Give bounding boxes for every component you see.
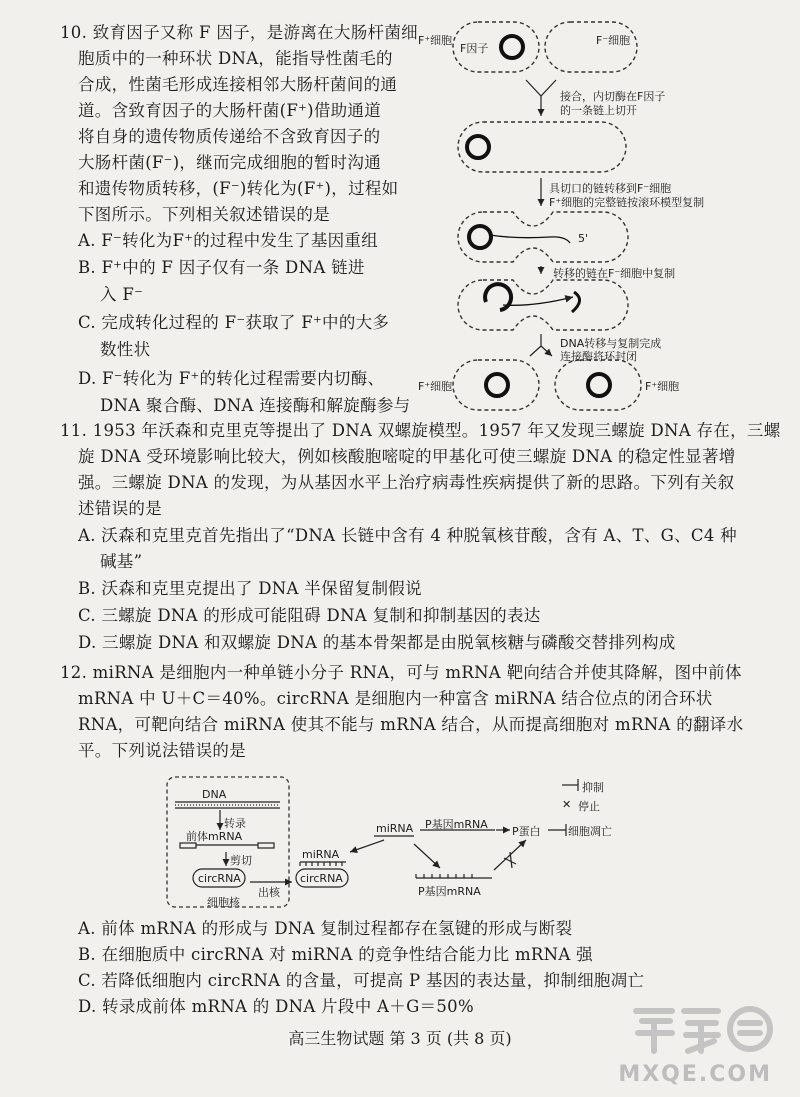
- conjugating-cells-3: [458, 212, 628, 262]
- label-f-plus-cell: F⁺细胞: [418, 34, 453, 47]
- label-final-left: F⁺细胞: [418, 380, 453, 393]
- q10-option-c-cont: 数性状: [100, 340, 151, 359]
- legend-inhibit: 抑制: [582, 781, 604, 794]
- step4-text: 连接酶将环封闭: [560, 350, 637, 363]
- q11-option-a[interactable]: A. 沃森和克里克首先指出了“DNA 长链中含有 4 种脱氧核苷酸，含有 A、T、G、C4 种: [78, 526, 737, 545]
- q11-option-d[interactable]: D. 三螺旋 DNA 和双螺旋 DNA 的基本骨架都是由脱氧核糖与磷酸交替排列构成: [78, 633, 676, 652]
- q12-stem-line: RNA，可靶向结合 miRNA 使其不能与 mRNA 结合，从而提高细胞对 mRNA 的翻译水: [78, 715, 744, 734]
- p-gene-mrna-bottom-label: P基因mRNA: [418, 885, 481, 898]
- transcription-label: 转录: [224, 817, 246, 830]
- watermark-logo: [626, 999, 776, 1057]
- legend-stop-icon: ✕: [562, 798, 572, 811]
- q10-option-c[interactable]: C. 完成转化过程的 F⁻获取了 F⁺中的大多: [78, 313, 390, 332]
- p-gene-mrna-top-label: P基因mRNA: [425, 818, 488, 831]
- q10-option-d-cont: DNA 聚合酶、DNA 连接酶和解旋酶参与: [100, 396, 411, 415]
- export-label: 出核: [258, 886, 280, 899]
- q12-option-a[interactable]: A. 前体 mRNA 的形成与 DNA 复制过程都存在氢键的形成与断裂: [78, 919, 573, 938]
- apoptosis-label: 细胞凋亡: [568, 825, 612, 838]
- label-f-factor: F因子: [460, 42, 489, 55]
- q10-stem-line: 和遗传物质转移，(F⁻)转化为(F⁺)，过程如: [78, 179, 399, 198]
- q10-option-b-cont: 入 F⁻: [100, 285, 144, 304]
- step1-text: 的一条链上切开: [560, 104, 637, 117]
- pre-mrna-label: 前体mRNA: [186, 830, 243, 843]
- step3-text: 转移的链在F⁻细胞中复制: [553, 267, 676, 280]
- q11-stem-line: 11. 1953 年沃森和克里克等提出了 DNA 双螺旋模型。1957 年又发现三螺旋 DNA 存在，三螺: [60, 421, 781, 440]
- q10-stem-line: 10. 致育因子又称 F 因子，是游离在大肠杆菌细: [60, 23, 418, 42]
- watermark-site: MXQE.COM: [618, 1062, 772, 1087]
- q10-stem-line: 大肠杆菌(F⁻)，继而完成细胞的暂时沟通: [78, 153, 382, 172]
- dna-label: DNA: [202, 788, 227, 801]
- q10-option-d[interactable]: D. F⁻转化为 F⁺的转化过程需要内切酶、: [78, 369, 385, 388]
- mirna-bound-label: miRNA: [302, 848, 340, 861]
- f-plus-cell-final-left: [453, 360, 539, 410]
- p-protein-label: P蛋白: [512, 825, 541, 838]
- mirna-free-label: miRNA: [376, 822, 414, 835]
- q10-option-b[interactable]: B. F⁺中的 F 因子仅有一条 DNA 链进: [78, 258, 365, 277]
- page-footer: 高三生物试题 第 3 页 (共 8 页): [288, 1029, 512, 1048]
- f-plus-cell-final-right: [555, 360, 641, 410]
- q10-stem-line: 合成，性菌毛形成连接相邻大肠杆菌间的通: [78, 75, 398, 94]
- q11-stem-line: 述错误的是: [78, 499, 162, 518]
- q12-stem-line: 平。下列说法错误的是: [78, 741, 246, 760]
- q10-stem-line: 下图所示。下列相关叙述错误的是: [78, 205, 330, 224]
- q12-stem-line: 12. miRNA 是细胞内一种单链小分子 RNA，可与 mRNA 靶向结合并使其降解，图中前体: [60, 663, 742, 682]
- q10-stem-line: 胞质中的一种环状 DNA，能指导性菌毛的: [78, 49, 393, 68]
- q11-option-a-cont: 碱基”: [100, 552, 143, 571]
- step4-text: DNA转移与复制完成: [560, 337, 662, 350]
- step2-text: 具切口的链转移到F⁻细胞: [549, 182, 672, 195]
- splice-label: 剪切: [230, 854, 252, 867]
- conjugating-cells-4: [458, 280, 628, 330]
- conjugating-cells-2: [458, 122, 626, 172]
- circrna-cytoplasm-label: circRNA: [300, 872, 343, 885]
- label-f-minus-cell: F⁻细胞: [596, 34, 631, 47]
- step2-text: F⁺细胞的完整链按滚环模型复制: [549, 196, 705, 209]
- q12-option-c[interactable]: C. 若降低细胞内 circRNA 的含量，可提高 P 基因的表达量，抑制细胞凋亡: [78, 971, 645, 990]
- q10-stem-line: 将自身的遗传物质传递给不含致育因子的: [78, 127, 381, 146]
- circrna-nucleus-label: circRNA: [198, 872, 241, 885]
- nucleus-label: 细胞核: [207, 896, 240, 909]
- q12-option-b[interactable]: B. 在细胞质中 circRNA 对 miRNA 的竞争性结合能力比 mRNA 强: [78, 945, 593, 964]
- q10-option-a[interactable]: A. F⁻转化为F⁺的过程中发生了基因重组: [78, 231, 379, 250]
- q11-option-b[interactable]: B. 沃森和克里克提出了 DNA 半保留复制假说: [78, 579, 422, 598]
- step1-text: 接合，内切酶在F因子: [560, 90, 666, 103]
- q11-stem-line: 强。三螺旋 DNA 的发现，为从基因水平上治疗病毒性疾病提供了新的思路。下列有关叙: [78, 473, 735, 492]
- legend-stop: 停止: [578, 800, 600, 813]
- five-prime-label: 5': [578, 232, 589, 245]
- q11-option-c[interactable]: C. 三螺旋 DNA 的形成可能阻碍 DNA 复制和抑制基因的表达: [78, 606, 541, 625]
- q10-stem-line: 道。含致育因子的大肠杆菌(F⁺)借助通道: [78, 101, 382, 120]
- label-final-right: F⁺细胞: [645, 380, 680, 393]
- q12-stem-line: mRNA 中 U＋C＝40%。circRNA 是细胞内一种富含 miRNA 结合位点的闭合环状: [78, 689, 713, 708]
- q12-option-d[interactable]: D. 转录成前体 mRNA 的 DNA 片段中 A＋G＝50%: [78, 997, 474, 1016]
- q11-stem-line: 旋 DNA 受环境影响比较大，例如核酸胞嘧啶的甲基化可使三螺旋 DNA 的稳定性显著增: [78, 447, 736, 466]
